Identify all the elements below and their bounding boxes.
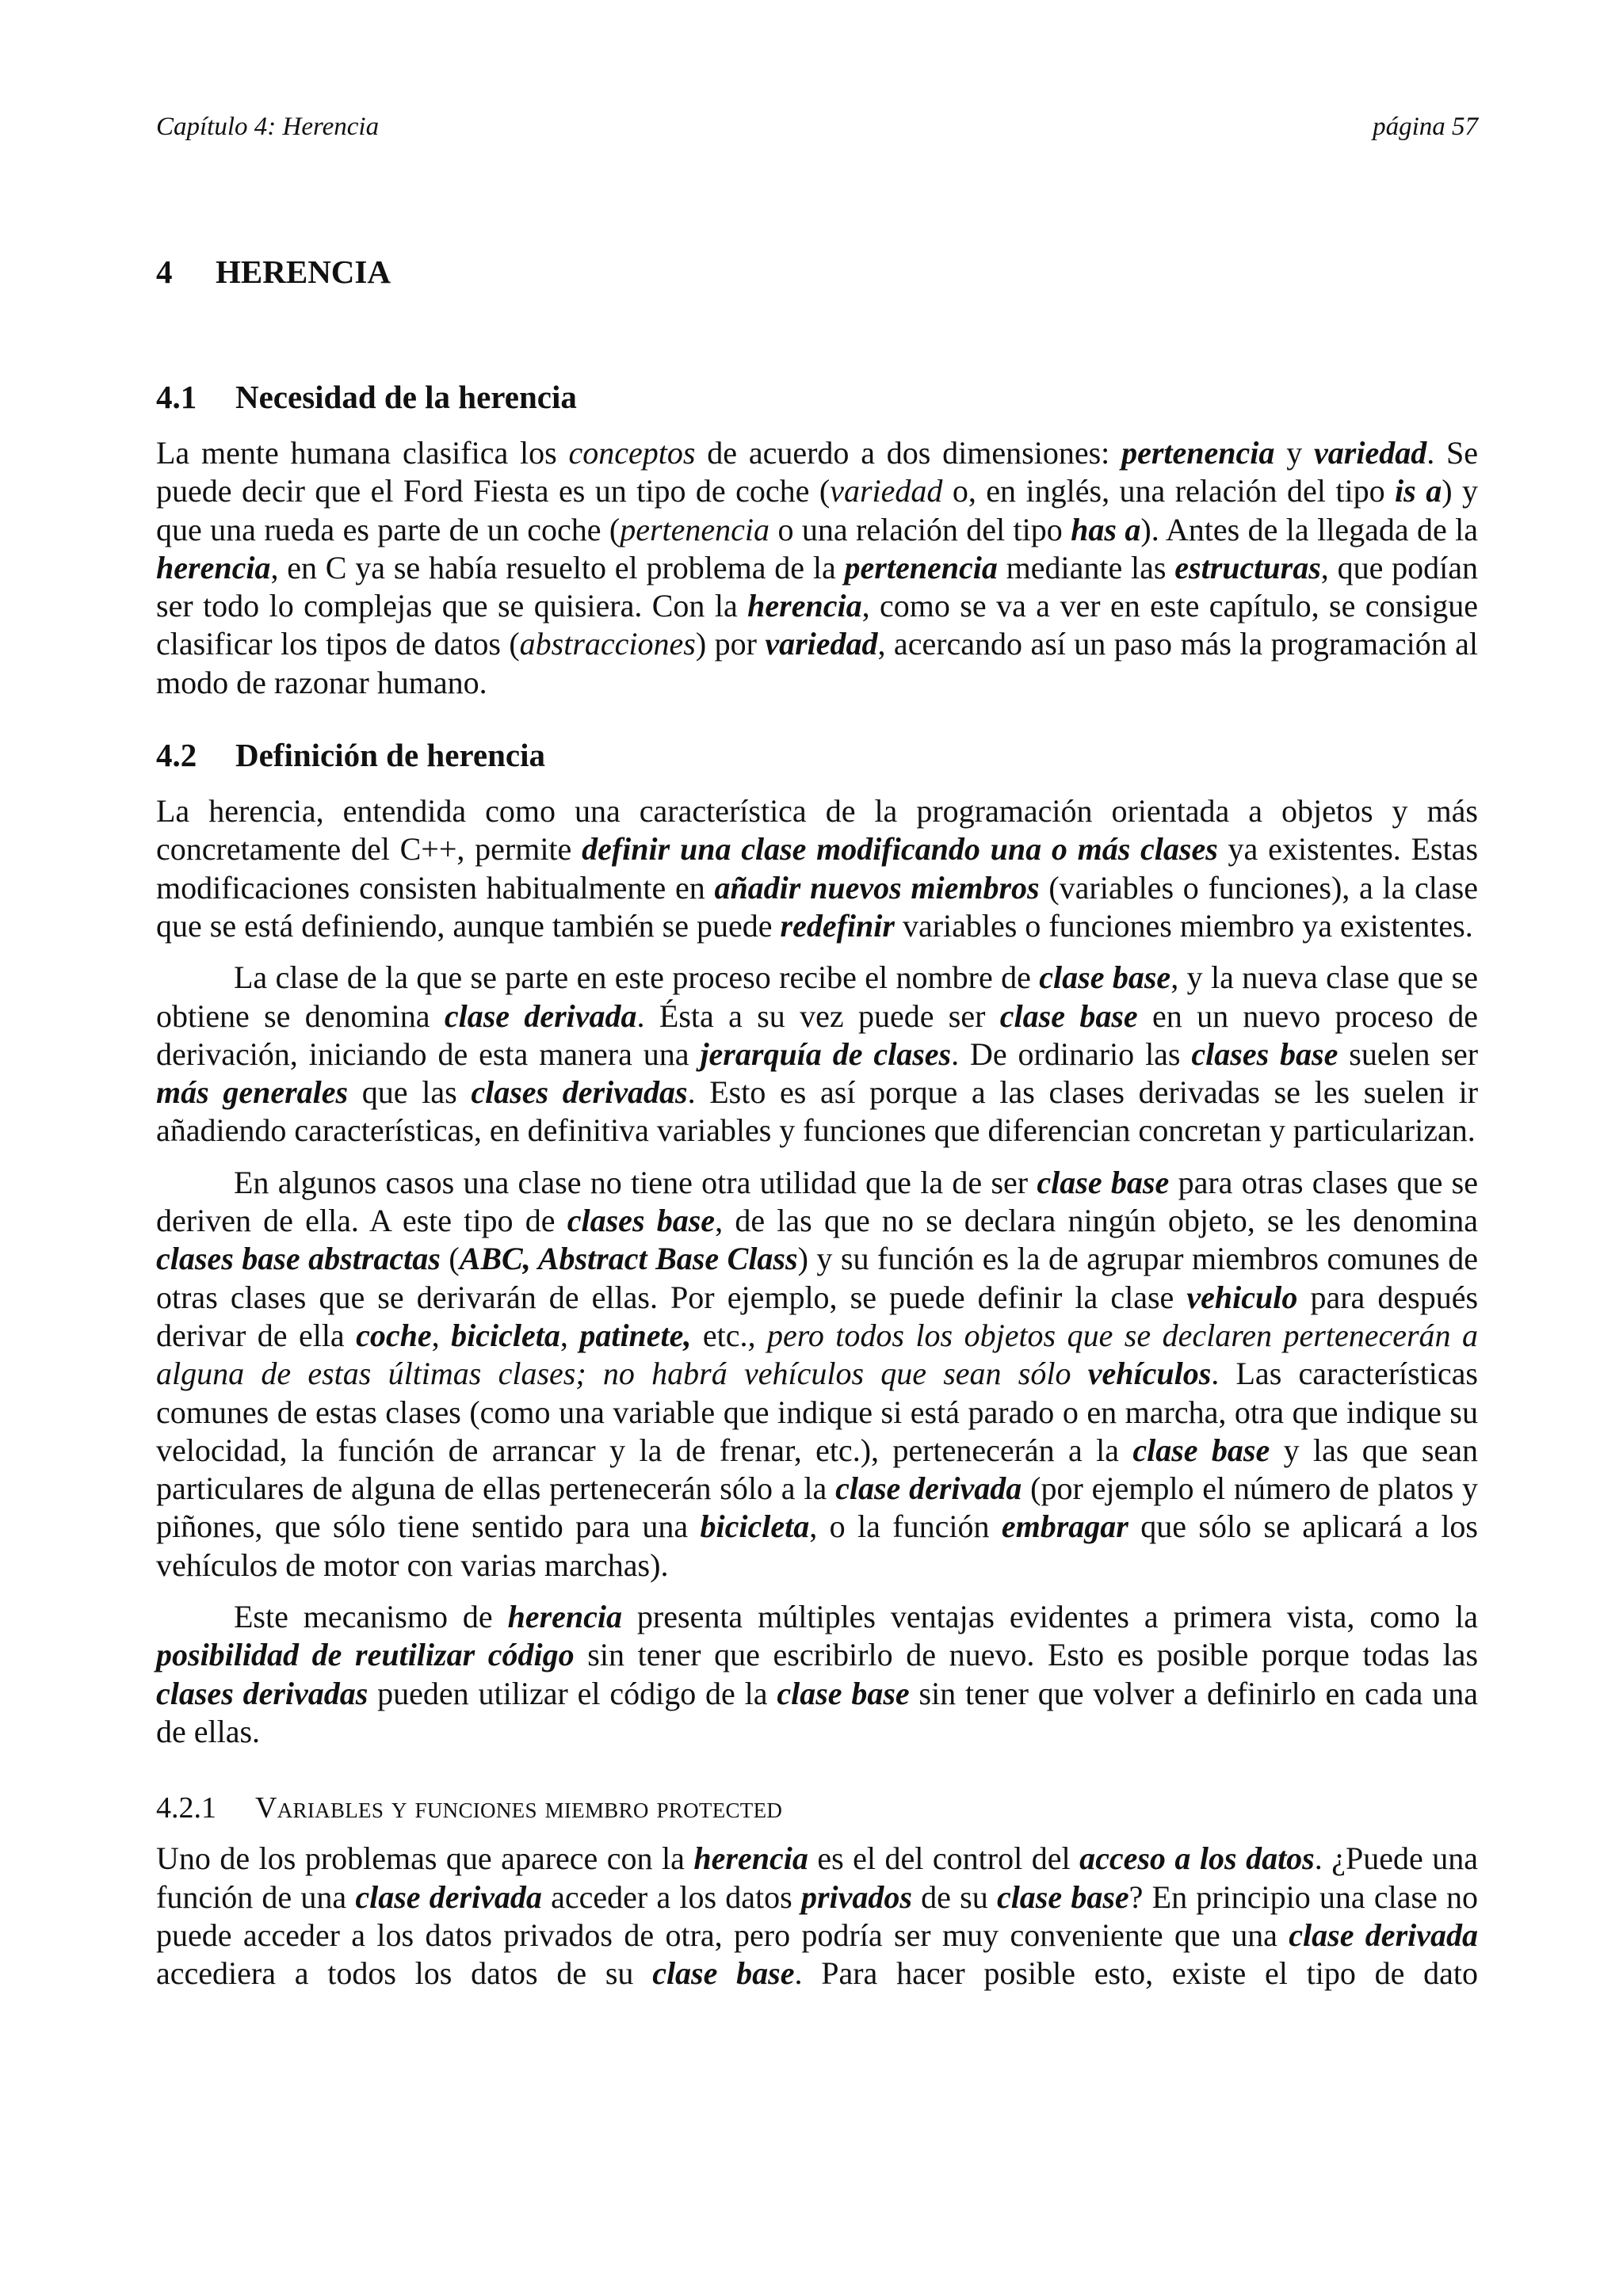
paragraph-4-2-2: La clase de la que se parte en este proceso recibe el nombre de clase base, y la nueva clase que se obtiene se denomina clase derivada. Ésta a su vez puede ser clase base en un nuevo proceso de derivación, iniciando de esta manera una jerarquía de clases. De ordinario las clases base suelen ser más generales que las clases derivadas. Esto es así porque a las clases derivadas se les suelen ir añadiendo características, en definitiva variables y funciones que diferencian concretan y particularizan. (156, 959, 1479, 1149)
paragraph-4-2-4: Este mecanismo de herencia presenta múltiples ventajas evidentes a primera vista, como la posibilidad de reutilizar código sin tener que escribirlo de nuevo. Esto es posible porque todas las clases derivadas pueden utilizar el código de la clase base sin tener que volver a definirlo en cada una de ellas. (156, 1599, 1479, 1749)
header-chapter-label: Capítulo 4: Herencia (156, 113, 380, 141)
chapter-number: 4 (156, 254, 173, 290)
section-heading-4-1 (156, 377, 1478, 417)
section-number: 4.1 (156, 379, 197, 415)
paragraph-4-2-1: La herencia, entendida como una característica de la programación orientada a objetos y más concretamente del C++, permite definir una clase modificando una o más clases ya existentes. Estas modificaciones consisten habitualmente en añadir nuevos miembros (variables o funciones), a la clase que se está definiendo, aunque también se puede redefinir variables o funciones miembro ya existentes. (156, 793, 1479, 944)
section-title: Definición de herencia (235, 737, 545, 774)
section-number: 4.2 (156, 737, 197, 774)
subsection-title: Variables y funciones miembro protected (255, 1791, 783, 1825)
page-content (156, 238, 1478, 1993)
header-page-number: página 57 (1373, 113, 1478, 141)
subsection-heading-4-2-1 (156, 1789, 1478, 1827)
section-heading-4-2 (156, 735, 1478, 775)
section-title: Necesidad de la herencia (235, 379, 577, 415)
subsection-number: 4.2.1 (156, 1791, 216, 1825)
paragraph-4-1-1: La mente humana clasifica los conceptos de acuerdo a dos dimensiones: pertenencia y variedad. Se puede decir que el Ford Fiesta es un tipo de coche (variedad o, en inglés, una relación del tipo is a) y que una rueda es parte de un coche (pertenencia o una relación del tipo has a). Antes de la llegada de la herencia, en C ya se había resuelto el problema de la pertenencia mediante las estructuras, que podían ser todo lo complejas que se quisiera. Con la herencia, como se va a ver en este capítulo, se consigue clasificar los tipos de datos (abstracciones) por variedad, acercando así un paso más la programación al modo de razonar humano. (156, 435, 1479, 700)
paragraph-4-2-1-1: Uno de los problemas que aparece con la herencia es el del control del acceso a los datos. ¿Puede una función de una clase derivada acceder a los datos privados de su clase base? En principio una clase no puede acceder a los datos privados de otra, pero podría ser muy conveniente que una clase derivada accediera a todos los datos de su clase base. Para hacer posible esto, existe el tipo de dato (156, 1840, 1479, 1992)
chapter-heading (156, 252, 1478, 292)
running-header (156, 111, 1478, 143)
paragraph-4-2-3: En algunos casos una clase no tiene otra utilidad que la de ser clase base para otras clases que se deriven de ella. A este tipo de clases base, de las que no se declara ningún objeto, se les denomina clases base abstractas (ABC, Abstract Base Class) y su función es la de agrupar miembros comunes de otras clases que se derivarán de ellas. Por ejemplo, se puede definir la clase vehiculo para después derivar de ella coche, bicicleta, patinete, etc., pero todos los objetos que se declaren pertenecerán a alguna de estas últimas clases; no habrá vehículos que sean sólo vehículos. Las características comunes de estas clases (como una variable que indique si está parado o en marcha, otra que indique su velocidad, la función de arrancar y la de frenar, etc.), pertenecerán a la clase base y las que sean particulares de alguna de ellas pertenecerán sólo a la clase derivada (por ejemplo el número de platos y piñones, que sólo tiene sentido para una bicicleta, o la función embragar que sólo se aplicará a los vehículos de motor con varias marchas). (156, 1164, 1479, 1583)
chapter-title: HERENCIA (216, 254, 391, 290)
